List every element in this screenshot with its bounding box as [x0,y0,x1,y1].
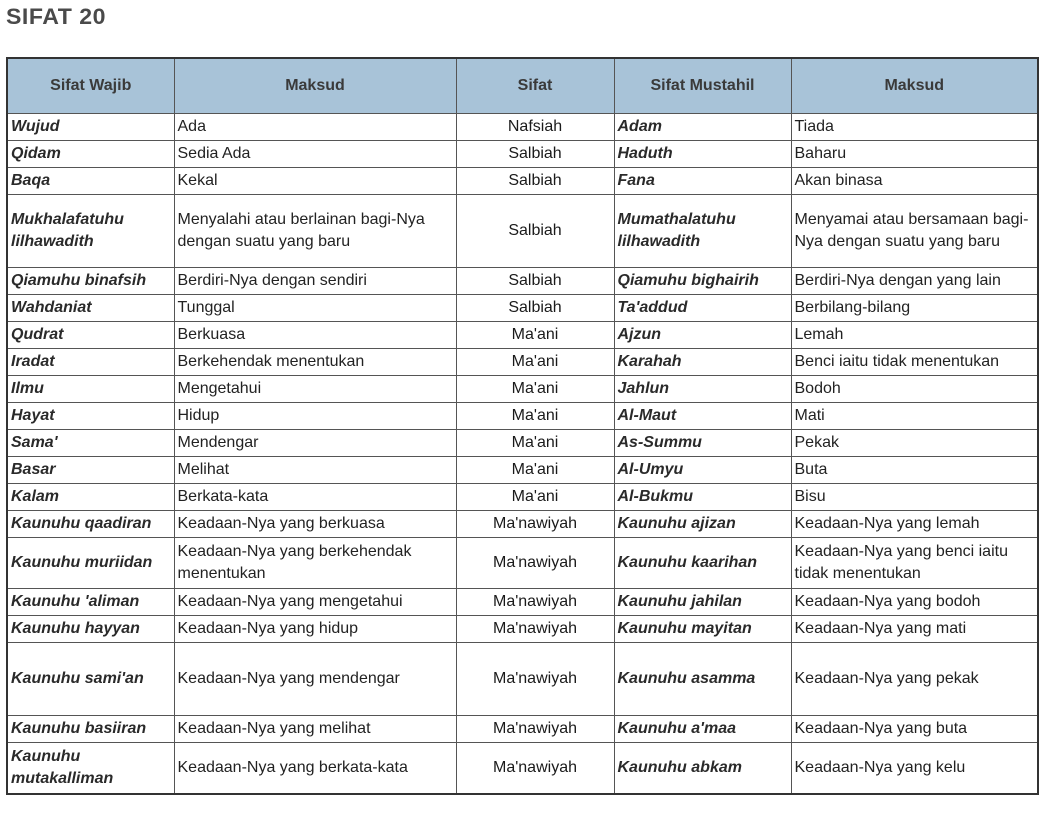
cell-sifat: Ma'ani [456,322,614,349]
cell-sifat: Ma'nawiyah [456,716,614,743]
cell-sifat: Ma'nawiyah [456,589,614,616]
cell-maksud: Menyalahi atau berlainan bagi-Nya dengan suatu yang baru [174,195,456,268]
header-maksud-mustahil: Maksud [791,58,1038,114]
table-row [7,195,1038,268]
table-row [7,403,1038,430]
cell-sifat-wajib: Kaunuhu sami'an [7,643,174,716]
cell-sifat-wajib: Qudrat [7,322,174,349]
cell-sifat: Ma'nawiyah [456,743,614,795]
table-row [7,141,1038,168]
table-header-row [7,58,1038,114]
cell-sifat-wajib: Baqa [7,168,174,195]
table-row [7,295,1038,322]
cell-maksud-mustahil: Tiada [791,114,1038,141]
cell-maksud-mustahil: Keadaan-Nya yang buta [791,716,1038,743]
cell-maksud: Berkata-kata [174,484,456,511]
cell-sifat-mustahil: Fana [614,168,791,195]
cell-maksud-mustahil: Pekak [791,430,1038,457]
cell-maksud: Keadaan-Nya yang mendengar [174,643,456,716]
table-body [7,114,1038,795]
cell-maksud-mustahil: Menyamai atau bersamaan bagi-Nya dengan suatu yang baru [791,195,1038,268]
cell-sifat-wajib: Kalam [7,484,174,511]
cell-maksud: Berdiri-Nya dengan sendiri [174,268,456,295]
cell-sifat-wajib: Kaunuhu qaadiran [7,511,174,538]
cell-sifat: Ma'nawiyah [456,538,614,589]
cell-sifat-wajib: Ilmu [7,376,174,403]
cell-sifat-wajib: Kaunuhu mutakalliman [7,743,174,795]
cell-sifat-mustahil: As-Summu [614,430,791,457]
table-row [7,643,1038,716]
cell-sifat-mustahil: Ta'addud [614,295,791,322]
cell-maksud-mustahil: Mati [791,403,1038,430]
cell-sifat-wajib: Sama' [7,430,174,457]
cell-sifat: Ma'ani [456,430,614,457]
cell-sifat: Salbiah [456,295,614,322]
cell-sifat-mustahil: Kaunuhu jahilan [614,589,791,616]
cell-sifat-mustahil: Kaunuhu ajizan [614,511,791,538]
cell-sifat-mustahil: Kaunuhu abkam [614,743,791,795]
cell-maksud-mustahil: Bodoh [791,376,1038,403]
cell-maksud: Hidup [174,403,456,430]
table-row [7,430,1038,457]
cell-sifat-mustahil: Kaunuhu a'maa [614,716,791,743]
cell-sifat: Salbiah [456,195,614,268]
cell-maksud-mustahil: Benci iaitu tidak menentukan [791,349,1038,376]
cell-maksud: Mendengar [174,430,456,457]
cell-sifat: Ma'nawiyah [456,643,614,716]
table-row [7,743,1038,795]
cell-sifat-mustahil: Haduth [614,141,791,168]
table-row [7,322,1038,349]
table-row [7,268,1038,295]
header-sifat-wajib: Sifat Wajib [7,58,174,114]
cell-sifat-mustahil: Al-Maut [614,403,791,430]
cell-sifat-wajib: Mukhalafatuhu lilhawadith [7,195,174,268]
cell-sifat-wajib: Kaunuhu hayyan [7,616,174,643]
cell-sifat-wajib: Kaunuhu 'aliman [7,589,174,616]
header-maksud: Maksud [174,58,456,114]
cell-maksud-mustahil: Keadaan-Nya yang mati [791,616,1038,643]
cell-maksud-mustahil: Keadaan-Nya yang bodoh [791,589,1038,616]
cell-sifat-wajib: Iradat [7,349,174,376]
header-sifat-mustahil: Sifat Mustahil [614,58,791,114]
cell-sifat-mustahil: Al-Bukmu [614,484,791,511]
cell-sifat: Ma'ani [456,376,614,403]
cell-maksud-mustahil: Bisu [791,484,1038,511]
cell-maksud-mustahil: Keadaan-Nya yang pekak [791,643,1038,716]
cell-sifat-mustahil: Jahlun [614,376,791,403]
table-row [7,457,1038,484]
table-row [7,538,1038,589]
cell-sifat-wajib: Basar [7,457,174,484]
cell-sifat: Salbiah [456,268,614,295]
cell-maksud-mustahil: Baharu [791,141,1038,168]
cell-sifat: Nafsiah [456,114,614,141]
table-row [7,484,1038,511]
cell-sifat: Ma'ani [456,349,614,376]
page-title: SIFAT 20 [6,4,107,29]
cell-sifat-mustahil: Ajzun [614,322,791,349]
cell-maksud: Keadaan-Nya yang hidup [174,616,456,643]
cell-maksud-mustahil: Keadaan-Nya yang lemah [791,511,1038,538]
cell-maksud: Berkuasa [174,322,456,349]
cell-maksud: Ada [174,114,456,141]
cell-sifat-wajib: Wujud [7,114,174,141]
cell-sifat-wajib: Hayat [7,403,174,430]
cell-maksud-mustahil: Lemah [791,322,1038,349]
table-row [7,376,1038,403]
table-row [7,349,1038,376]
cell-maksud-mustahil: Buta [791,457,1038,484]
table-row [7,511,1038,538]
cell-sifat-mustahil: Al-Umyu [614,457,791,484]
table-row [7,716,1038,743]
table-row [7,168,1038,195]
cell-sifat-wajib: Kaunuhu basiiran [7,716,174,743]
cell-maksud-mustahil: Berbilang-bilang [791,295,1038,322]
cell-maksud: Keadaan-Nya yang berkuasa [174,511,456,538]
table-row [7,589,1038,616]
cell-sifat-wajib: Qiamuhu binafsih [7,268,174,295]
cell-maksud: Mengetahui [174,376,456,403]
cell-sifat-mustahil: Kaunuhu kaarihan [614,538,791,589]
cell-sifat: Ma'ani [456,457,614,484]
cell-maksud-mustahil: Berdiri-Nya dengan yang lain [791,268,1038,295]
cell-maksud: Sedia Ada [174,141,456,168]
cell-maksud: Keadaan-Nya yang berkata-kata [174,743,456,795]
cell-sifat: Ma'nawiyah [456,616,614,643]
cell-sifat-mustahil: Kaunuhu mayitan [614,616,791,643]
cell-sifat-wajib: Wahdaniat [7,295,174,322]
cell-maksud: Tunggal [174,295,456,322]
sifat-table [6,57,1039,795]
cell-sifat: Salbiah [456,168,614,195]
cell-maksud-mustahil: Keadaan-Nya yang kelu [791,743,1038,795]
cell-sifat: Ma'ani [456,484,614,511]
cell-maksud-mustahil: Keadaan-Nya yang benci iaitu tidak menentukan [791,538,1038,589]
cell-sifat: Ma'nawiyah [456,511,614,538]
cell-sifat-mustahil: Adam [614,114,791,141]
table-row [7,616,1038,643]
cell-maksud: Kekal [174,168,456,195]
table-row [7,114,1038,141]
cell-sifat: Ma'ani [456,403,614,430]
sifat-table-container [6,57,1037,795]
cell-sifat-wajib: Qidam [7,141,174,168]
cell-sifat-mustahil: Karahah [614,349,791,376]
cell-maksud: Melihat [174,457,456,484]
cell-maksud: Keadaan-Nya yang melihat [174,716,456,743]
header-sifat: Sifat [456,58,614,114]
cell-sifat-mustahil: Qiamuhu bighairih [614,268,791,295]
cell-sifat-wajib: Kaunuhu muriidan [7,538,174,589]
cell-sifat-mustahil: Kaunuhu asamma [614,643,791,716]
cell-maksud: Keadaan-Nya yang berkehendak menentukan [174,538,456,589]
cell-maksud: Keadaan-Nya yang mengetahui [174,589,456,616]
cell-maksud-mustahil: Akan binasa [791,168,1038,195]
cell-sifat-mustahil: Mumathalatuhu lilhawadith [614,195,791,268]
cell-sifat: Salbiah [456,141,614,168]
cell-maksud: Berkehendak menentukan [174,349,456,376]
